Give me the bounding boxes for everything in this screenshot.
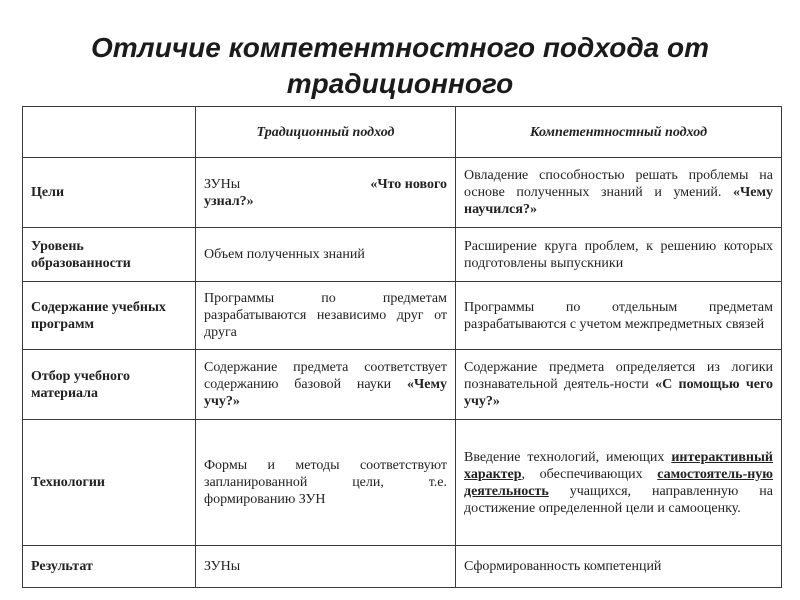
cell-traditional-material-selection	[196, 350, 456, 420]
row-label-material-selection: Отбор учебного материала	[23, 350, 196, 420]
table-header-row	[23, 107, 782, 158]
cell-competence-program-content: Программы по отдельным предметам разрабатываются с учетом межпредметных связей	[456, 282, 782, 350]
table-row	[23, 546, 782, 588]
tech-competence-b1: интерактивный характер	[464, 449, 773, 482]
table-row	[23, 282, 782, 350]
cell-traditional-goals	[196, 158, 456, 228]
goals-trad-b: «Что нового	[370, 176, 447, 192]
cell-competence-technologies	[456, 420, 782, 546]
goals-competence-bold: «Чему научился?»	[464, 185, 774, 217]
header-competence: Компетентностный подход	[456, 107, 782, 158]
material-trad-text: Содержание предмета соответствует содержанию базовой науки	[204, 360, 447, 392]
table-row	[23, 350, 782, 420]
cell-competence-education-level: Расширение круга проблем, к решению которых подготовлены выпускники	[456, 228, 782, 282]
table-row	[23, 228, 782, 282]
header-empty	[23, 107, 196, 158]
material-competence-bold: «С помощью чего учу?»	[464, 377, 773, 409]
title-line-1: Отличие компетентностного подхода от	[91, 32, 709, 63]
cell-competence-goals	[456, 158, 782, 228]
table-row	[23, 158, 782, 228]
goals-competence-text: Овладение способностью решать проблемы на основе полученных знаний и умений.	[464, 168, 773, 200]
goals-trad-a: ЗУНы	[204, 176, 241, 192]
comparison-table	[22, 106, 782, 588]
tech-competence-b2: самостоятель-ную деятельность	[464, 466, 773, 499]
tech-competence-p2: , обеспечивающих	[521, 466, 643, 482]
page-title	[0, 30, 800, 102]
cell-competence-material-selection	[456, 350, 782, 420]
row-label-education-level: Уровень образованности	[23, 228, 196, 282]
cell-traditional-education-level: Объем полученных знаний	[196, 228, 456, 282]
material-trad-bold: «Чему учу?»	[204, 377, 448, 409]
material-competence-text: Содержание предмета определяется из логики познавательной деятель-ности	[464, 360, 773, 392]
header-traditional: Традиционный подход	[196, 107, 456, 158]
cell-traditional-technologies: Формы и методы соответствуют запланированной цели, т.е. формированию ЗУН	[196, 420, 456, 546]
cell-traditional-result: ЗУНы	[196, 546, 456, 588]
cell-traditional-program-content: Программы по предметам разрабатываются независимо друг от друга	[196, 282, 456, 350]
title-line-2: традиционного	[286, 68, 514, 99]
cell-competence-result: Сформированность компетенций	[456, 546, 782, 588]
row-label-goals: Цели	[23, 158, 196, 228]
row-label-technologies: Технологии	[23, 420, 196, 546]
row-label-result: Результат	[23, 546, 196, 588]
tech-competence-p1: Введение технологий, имеющих	[464, 449, 665, 465]
table-row	[23, 420, 782, 546]
goals-trad-c: узнал?»	[204, 193, 254, 209]
row-label-program-content: Содержание учебных программ	[23, 282, 196, 350]
tech-competence-p3: учащихся, направленную на достижение определенной цели и самооценку.	[464, 483, 774, 516]
